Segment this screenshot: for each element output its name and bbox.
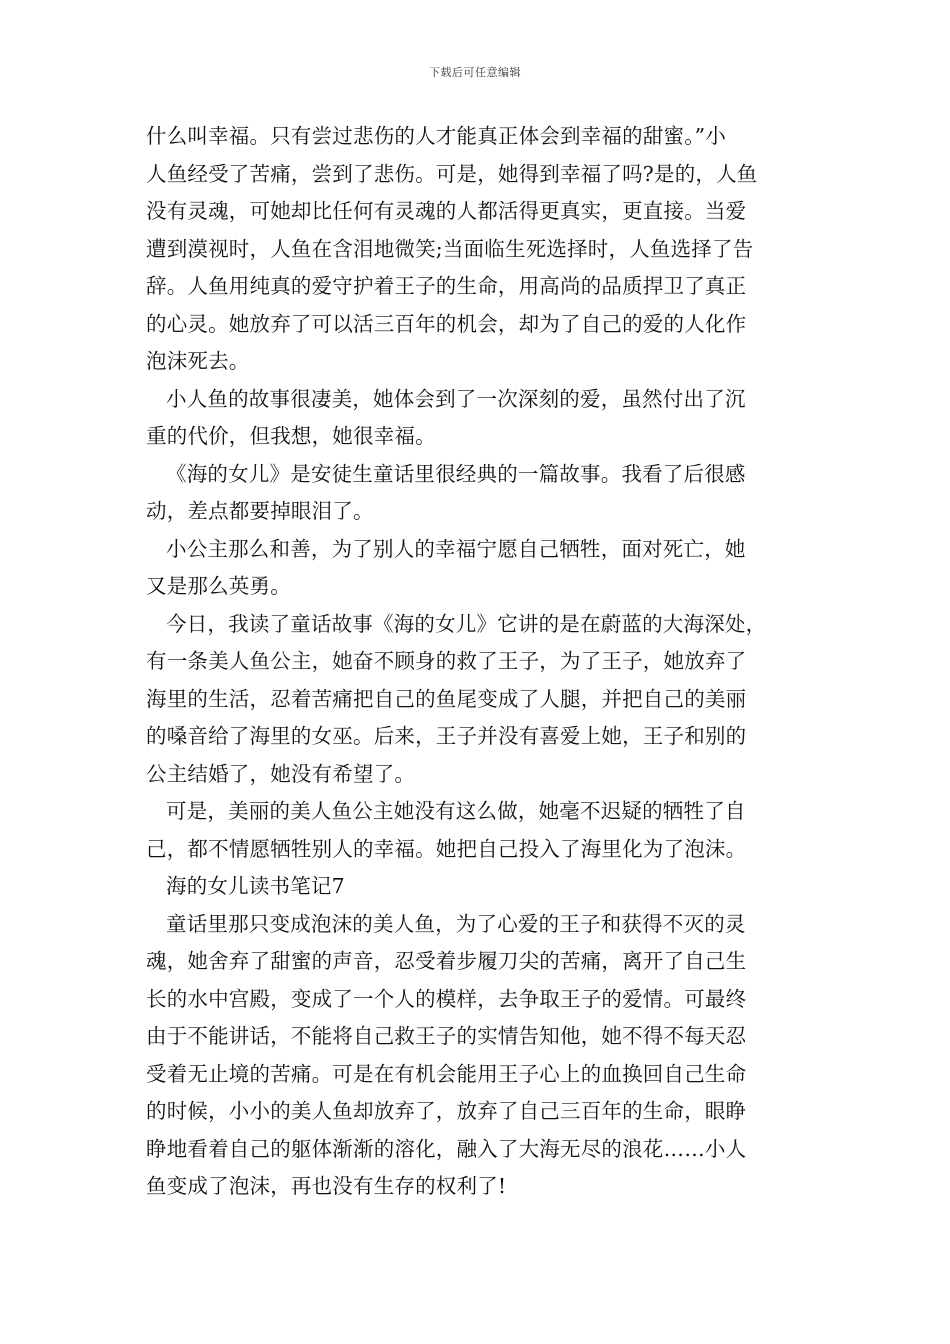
text-line: 动，差点都要掉眼泪了。 [146, 499, 374, 523]
document-body [146, 118, 814, 1206]
text-line: 遭到漠视时，人鱼在含泪地微笑;当面临生死选择时，人鱼选择了告 [146, 236, 754, 261]
paragraph-start-line: 海的女儿读书笔记7 [166, 874, 345, 898]
text-line: 由于不能讲话，不能将自己救王子的实情告知他，她不得不每天忍 [146, 1024, 747, 1048]
text-line: 人鱼经受了苦痛，尝到了悲伤。可是，她得到幸福了吗?是的，人鱼 [146, 161, 758, 186]
text-line: 睁地看着自己的躯体渐渐的溶化，融入了大海无尽的浪花……小人 [146, 1136, 747, 1161]
text-line: 的嗓音给了海里的女巫。后来，王子并没有喜爱上她，王子和别的 [146, 724, 747, 748]
text-line: 公主结婚了，她没有希望了。 [146, 761, 416, 786]
text-line: 的时候，小小的美人鱼却放弃了，放弃了自己三百年的生命，眼睁 [146, 1099, 747, 1123]
text-line: 又是那么英勇。 [146, 574, 291, 598]
text-line: 受着无止境的苦痛。可是在有机会能用王子心上的血换回自己生命 [146, 1061, 747, 1086]
text-line: 什么叫幸福。只有尝过悲伤的人才能真正体会到幸福的甜蜜。”小 [146, 124, 727, 148]
page-header: 下载后可任意编辑 [429, 66, 521, 79]
text-line: 辞。人鱼用纯真的爱守护着王子的生命，用高尚的品质捍卫了真正 [146, 274, 747, 298]
text-line: 魂，她舍弃了甜蜜的声音，忍受着步履刀尖的苦痛，离开了自己生 [146, 949, 747, 973]
text-line: 泡沫死去。 [146, 349, 250, 373]
paragraph-start-line: 可是，美丽的美人鱼公主她没有这么做，她毫不迟疑的牺牲了自 [166, 799, 746, 823]
text-line: 没有灵魂，可她却比任何有灵魂的人都活得更真实，更直接。当爱 [146, 199, 747, 223]
text-line: 海里的生活，忍着苦痛把自己的鱼尾变成了人腿，并把自己的美丽 [146, 686, 747, 711]
text-line: 己，都不情愿牺牲别人的幸福。她把自己投入了海里化为了泡沫。 [146, 836, 747, 861]
paragraph-start-line: 童话里那只变成泡沫的美人鱼，为了心爱的王子和获得不灭的灵 [166, 911, 746, 936]
text-line: 鱼变成了泡沫，再也没有生存的权利了! [146, 1174, 507, 1198]
text-line: 有一条美人鱼公主，她奋不顾身的救了王子，为了王子，她放弃了 [146, 649, 747, 673]
text-line: 长的水中宫殿，变成了一个人的模样，去争取王子的爱情。可最终 [146, 986, 747, 1011]
text-line: 的心灵。她放弃了可以活三百年的机会，却为了自己的爱的人化作 [146, 311, 747, 336]
paragraph-start-line: 小人鱼的故事很凄美，她体会到了一次深刻的爱，虽然付出了沉 [166, 386, 746, 411]
paragraph-start-line: 今日，我读了童话故事《海的女儿》它讲的是在蔚蓝的大海深处， [166, 611, 767, 636]
paragraph-start-line: 小公主那么和善，为了别人的幸福宁愿自己牺牲，面对死亡，她 [166, 536, 746, 561]
paragraph-start-line: 《海的女儿》是安徒生童话里很经典的一篇故事。我看了后很感 [166, 461, 746, 486]
text-line: 重的代价，但我想，她很幸福。 [146, 424, 436, 448]
